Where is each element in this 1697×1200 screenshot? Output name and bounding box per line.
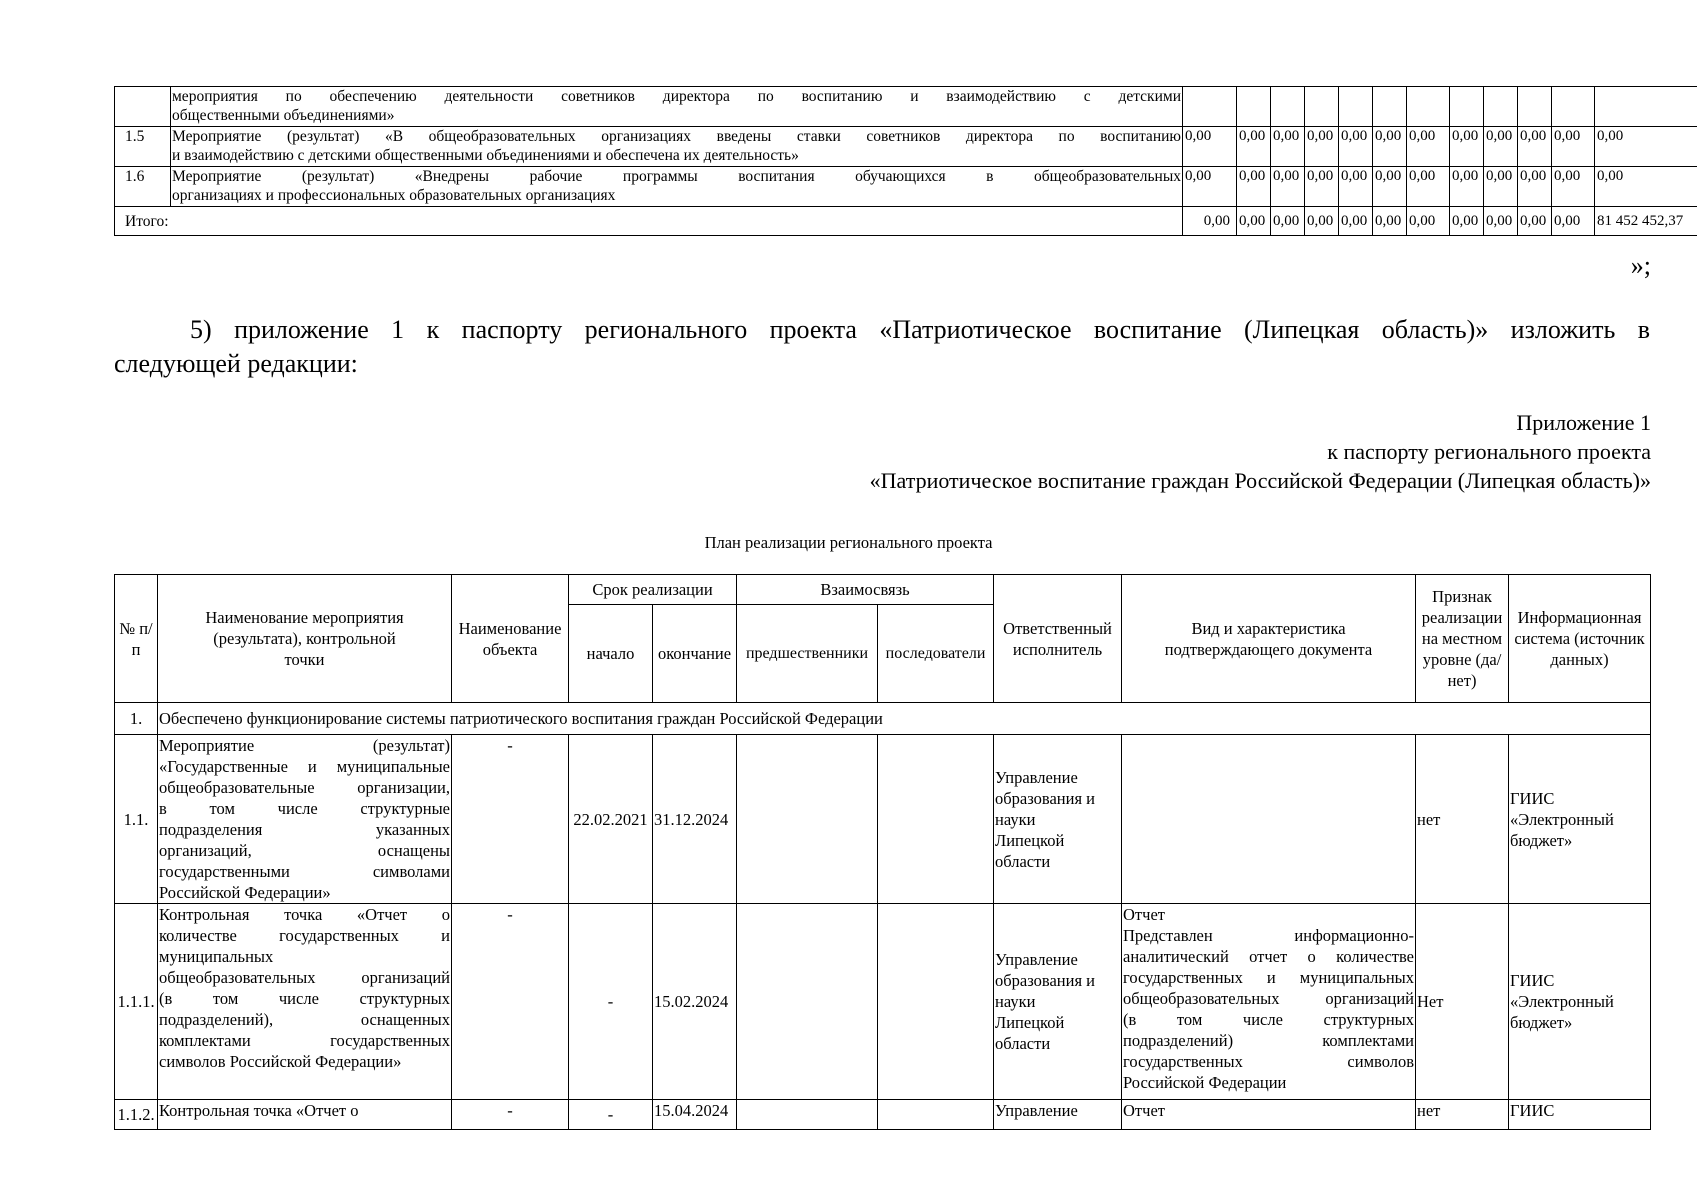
plan-row-responsible-line: образования и (995, 971, 1096, 990)
total-value: 81 452 452,37 (1595, 207, 1697, 236)
plan-row-document-line: Представлен информационно- (1123, 926, 1415, 945)
plan-row-successors (878, 1100, 994, 1130)
row-text (171, 127, 1183, 167)
header-responsible: Ответственный исполнитель (994, 575, 1122, 703)
row-value (1484, 87, 1518, 127)
row-value (1552, 87, 1595, 127)
row-value: 0,00 (1518, 127, 1552, 167)
section-no: 1. (115, 703, 158, 735)
plan-row-document-line: подразделений) комплектами (1123, 1031, 1415, 1050)
header-info-system: Информационная система (источник данных) (1509, 575, 1651, 703)
plan-table-body (115, 703, 1651, 1130)
row-value: 0,00 (1595, 167, 1697, 207)
row-value: 0,00 (1305, 167, 1339, 207)
plan-row-name-line: Контрольная точка «Отчет о (159, 905, 450, 924)
plan-row-successors (878, 735, 994, 904)
header-successors: последователи (878, 605, 994, 703)
plan-row-local: нет (1416, 735, 1509, 904)
plan-row-name-line: организаций, оснащены (159, 841, 450, 860)
plan-row-info-line: ГИИС (1510, 788, 1555, 808)
row-value: 0,00 (1183, 127, 1237, 167)
header-name: Наименование мероприятия (результата), контрольной точки (158, 575, 452, 703)
header-local: Признак реализации на местном уровне (да/нет) (1416, 575, 1509, 703)
total-value: 0,00 (1271, 207, 1305, 236)
plan-row-responsible-line: Управление (995, 950, 1078, 969)
plan-row-responsible-line: области (995, 851, 1051, 871)
row-value (1373, 87, 1407, 127)
header-document: Вид и характеристика подтверждающего документа (1122, 575, 1416, 703)
plan-row-document (1122, 735, 1416, 904)
plan-row-info-line: бюджет» (1510, 1013, 1573, 1032)
plan-row-object: - (452, 1100, 569, 1130)
plan-row-document-line: (в том числе структурных (1123, 1010, 1415, 1029)
row-number: 1.6 (115, 167, 171, 207)
plan-row-end: 15.02.2024 (653, 904, 737, 1100)
financing-table-body (115, 87, 1697, 236)
plan-row-name-line: подразделения указанных (159, 820, 450, 839)
total-value: 0,00 (1305, 207, 1339, 236)
header-end: окончание (653, 605, 737, 703)
plan-row-info-line: «Электронный (1510, 992, 1614, 1011)
financing-table (114, 86, 1697, 236)
row-value: 0,00 (1237, 167, 1271, 207)
plan-row-name-line: «Государственные и муниципальные (159, 757, 450, 776)
plan-row-start: - (569, 904, 653, 1100)
row-value (1183, 87, 1237, 127)
total-value: 0,00 (1373, 207, 1407, 236)
row-text-line: общественными объединениями» (172, 107, 395, 124)
plan-row-successors (878, 904, 994, 1100)
row-text-line: и взаимодействию с детскими общественными объединениями и обеспечена их деятельность» (172, 147, 799, 164)
plan-row-info-line: ГИИС (1510, 1101, 1555, 1120)
plan-row-end: 15.04.2024 (653, 1100, 737, 1130)
plan-row-name-line: Мероприятие (результат) (159, 736, 450, 755)
row-text-line: организациях и профессиональных образовательных организациях (172, 187, 616, 204)
plan-row-name-line: муниципальных (159, 947, 274, 966)
paragraph-line-2: следующей редакции: (114, 349, 358, 378)
plan-row-name (158, 904, 452, 1100)
appendix-line-1: Приложение 1 (1516, 410, 1651, 435)
financing-row (115, 87, 1697, 127)
plan-row (115, 904, 1651, 1100)
total-value: 0,00 (1518, 207, 1552, 236)
plan-table (114, 574, 1651, 1130)
plan-row-info-line: бюджет» (1510, 830, 1573, 850)
plan-row-responsible-line: Управление (995, 767, 1078, 787)
plan-row-start: 22.02.2021 (569, 735, 653, 904)
plan-row-responsible-line: Управление (995, 1101, 1078, 1120)
row-text (171, 167, 1183, 207)
plan-row-object: - (452, 904, 569, 1100)
row-text-line: Мероприятие (результат) «Внедрены рабочие программы воспитания обучающихся в общеобразовательных (172, 168, 1181, 185)
plan-row-local: нет (1416, 1100, 1509, 1130)
plan-row-document-line: аналитический отчет о количестве (1123, 947, 1415, 966)
row-value (1518, 87, 1552, 127)
paragraph-line-1: 5) приложение 1 к паспорту регионального проекта «Патриотическое воспитание (Липецкая область)» изложить в (190, 315, 1650, 344)
total-value: 0,00 (1484, 207, 1518, 236)
plan-row-object: - (452, 735, 569, 904)
total-row (115, 207, 1697, 236)
plan-row-name-line: количестве государственных и (159, 926, 450, 945)
header-start: начало (569, 605, 653, 703)
financing-row (115, 127, 1697, 167)
plan-row (115, 1100, 1651, 1130)
row-value (1595, 87, 1697, 127)
plan-title: План реализации регионального проекта (704, 533, 993, 552)
plan-row-no: 1.1. (115, 735, 158, 904)
total-value: 0,00 (1339, 207, 1373, 236)
plan-row-info-line: «Электронный (1510, 809, 1614, 829)
row-value: 0,00 (1518, 167, 1552, 207)
plan-row-document-line: Российской Федерации (1123, 1073, 1287, 1092)
row-number (115, 87, 171, 127)
row-value: 0,00 (1305, 127, 1339, 167)
plan-row-start: - (569, 1100, 653, 1130)
row-value: 0,00 (1484, 167, 1518, 207)
plan-row-responsible-line: Липецкой (995, 830, 1065, 850)
row-text-line: Мероприятие (результат) «В общеобразовательных организациях введены ставки советников директора по воспитанию (172, 128, 1181, 145)
plan-row-name-line: Российской Федерации» (159, 883, 331, 902)
total-value: 0,00 (1183, 207, 1237, 236)
plan-row-responsible (994, 904, 1122, 1100)
plan-row-responsible-line: науки (995, 809, 1036, 829)
plan-row-local: Нет (1416, 904, 1509, 1100)
plan-row-responsible-line: науки (995, 992, 1036, 1011)
appendix-header (870, 408, 1651, 495)
row-value: 0,00 (1237, 127, 1271, 167)
plan-row-info-system (1509, 1100, 1651, 1130)
plan-row-name-line: общеобразовательные организации, (159, 778, 450, 797)
row-value: 0,00 (1450, 167, 1484, 207)
plan-row-responsible (994, 735, 1122, 904)
header-relation: Взаимосвязь (737, 575, 994, 605)
plan-row-document-line: государственных и муниципальных (1123, 968, 1415, 987)
plan-row-name (158, 735, 452, 904)
row-value (1339, 87, 1373, 127)
plan-row-name-line: в том числе структурные (159, 799, 450, 818)
plan-row-no: 1.1.1. (115, 904, 158, 1100)
plan-row-info-system (1509, 904, 1651, 1100)
financing-row (115, 167, 1697, 207)
row-value: 0,00 (1450, 127, 1484, 167)
plan-row-document (1122, 1100, 1416, 1130)
plan-row-document (1122, 904, 1416, 1100)
row-value: 0,00 (1595, 127, 1697, 167)
plan-row-document-line: Отчет (1123, 1101, 1165, 1120)
appendix-line-3: «Патриотическое воспитание граждан Российской Федерации (Липецкая область)» (869, 468, 1651, 493)
header-predecessors: предшественники (737, 605, 878, 703)
plan-row-name-line: подразделений), оснащенных (159, 1010, 450, 1029)
row-text-line: мероприятия по обеспечению деятельности советников директора по воспитанию и взаимодействию с детскими (172, 88, 1181, 105)
total-label: Итого: (115, 207, 1183, 236)
row-value (1305, 87, 1339, 127)
header-object: Наименование объекта (452, 575, 569, 703)
row-value (1407, 87, 1450, 127)
row-value (1237, 87, 1271, 127)
header-period: Срок реализации (569, 575, 737, 605)
row-value: 0,00 (1373, 167, 1407, 207)
plan-row-predecessors (737, 904, 878, 1100)
closing-quote: »; (1630, 251, 1651, 280)
row-value: 0,00 (1339, 167, 1373, 207)
row-text (171, 87, 1183, 127)
plan-row-end: 31.12.2024 (653, 735, 737, 904)
total-value: 0,00 (1552, 207, 1595, 236)
plan-table-head (115, 575, 1651, 703)
section-row (115, 703, 1651, 735)
plan-row-responsible-line: Липецкой (995, 1013, 1065, 1032)
plan-row-responsible (994, 1100, 1122, 1130)
amendment-paragraph (114, 313, 1650, 381)
plan-row-document-line: государственных символов (1123, 1052, 1415, 1071)
row-value: 0,00 (1271, 127, 1305, 167)
plan-row-no: 1.1.2. (115, 1100, 158, 1130)
plan-row-document-line: Отчет (1123, 905, 1165, 924)
row-value: 0,00 (1484, 127, 1518, 167)
row-value (1271, 87, 1305, 127)
plan-row-name-line: комплектами государственных (159, 1031, 450, 1050)
plan-row-name-line: общеобразовательных организаций (159, 968, 450, 987)
plan-row-responsible-line: области (995, 1034, 1051, 1053)
plan-row-name-line: Контрольная точка «Отчет о (159, 1101, 359, 1120)
total-value: 0,00 (1407, 207, 1450, 236)
row-value: 0,00 (1407, 167, 1450, 207)
plan-row-info-line: ГИИС (1510, 971, 1555, 990)
row-value: 0,00 (1183, 167, 1237, 207)
row-number: 1.5 (115, 127, 171, 167)
row-value (1450, 87, 1484, 127)
plan-row-predecessors (737, 735, 878, 904)
total-value: 0,00 (1237, 207, 1271, 236)
row-value: 0,00 (1552, 167, 1595, 207)
plan-row-name-line: символов Российской Федерации» (159, 1052, 402, 1071)
plan-row-name (158, 1100, 452, 1130)
row-value: 0,00 (1407, 127, 1450, 167)
plan-row-document-line: общеобразовательных организаций (1123, 989, 1415, 1008)
total-value: 0,00 (1450, 207, 1484, 236)
plan-row-responsible-line: образования и (995, 788, 1096, 808)
plan-row-name-line: государственными символами (159, 862, 450, 881)
appendix-line-2: к паспорту регионального проекта (1327, 439, 1651, 464)
header-no: № п/п (115, 575, 158, 703)
plan-row-info-system (1509, 735, 1651, 904)
plan-row (115, 735, 1651, 904)
row-value: 0,00 (1339, 127, 1373, 167)
section-title: Обеспечено функционирование системы патриотического воспитания граждан Российской Федерации (158, 703, 1651, 735)
plan-row-name-line: (в том числе структурных (159, 989, 450, 1008)
row-value: 0,00 (1373, 127, 1407, 167)
row-value: 0,00 (1552, 127, 1595, 167)
plan-row-predecessors (737, 1100, 878, 1130)
row-value: 0,00 (1271, 167, 1305, 207)
